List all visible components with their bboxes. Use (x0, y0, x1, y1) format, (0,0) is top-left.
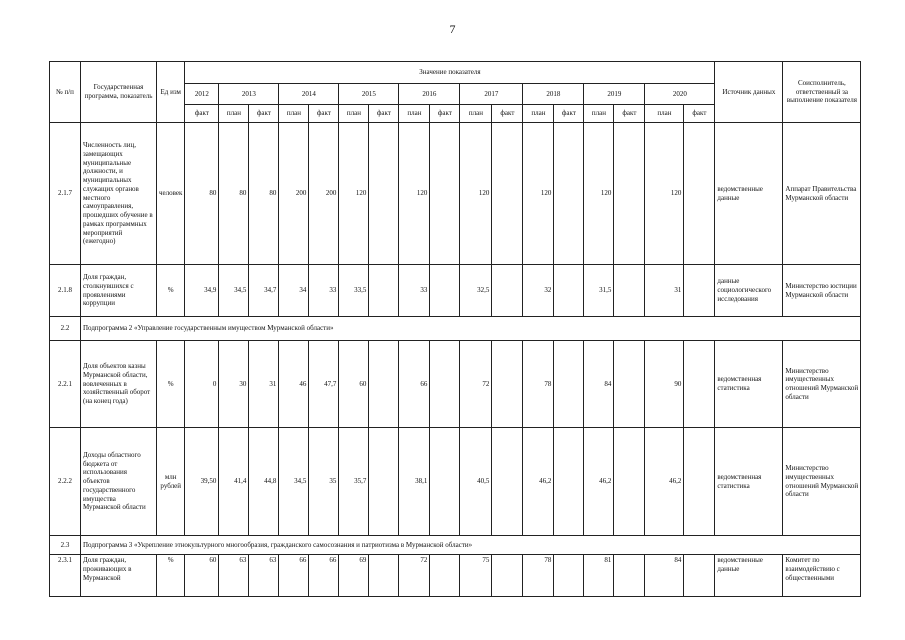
row-num: 2.1.7 (50, 123, 81, 265)
header-fact: факт (185, 105, 219, 123)
executor-cell: Министерство имущественных отношений Мурманской области (783, 341, 861, 428)
value-cell: 69 (339, 555, 369, 597)
indicator-name: Доля граждан, столкнувшихся с проявлениями коррупции (81, 265, 157, 317)
value-cell: 72 (460, 341, 492, 428)
value-cell: 60 (339, 341, 369, 428)
value-cell: 80 (219, 123, 249, 265)
value-cell: 38,1 (399, 428, 430, 536)
header-value-title: Значение показателя (185, 62, 715, 84)
value-cell: 120 (645, 123, 684, 265)
row-num: 2.2.1 (50, 341, 81, 428)
year-2014: 2014 (279, 84, 339, 105)
value-cell: 35,7 (339, 428, 369, 536)
row-num: 2.2.2 (50, 428, 81, 536)
section-num: 2.2 (50, 317, 81, 341)
year-2012: 2012 (185, 84, 219, 105)
value-cell: 84 (645, 555, 684, 597)
value-cell (684, 123, 715, 265)
value-cell: 33 (309, 265, 339, 317)
value-cell: 80 (185, 123, 219, 265)
value-cell: 80 (249, 123, 279, 265)
value-cell: 33,5 (339, 265, 369, 317)
value-cell: 200 (279, 123, 309, 265)
year-2015: 2015 (339, 84, 399, 105)
executor-cell: Комитет по взаимодействию с общественными (783, 555, 861, 597)
value-cell: 41,4 (219, 428, 249, 536)
value-cell (684, 265, 715, 317)
value-cell: 44,8 (249, 428, 279, 536)
header-fact: факт (309, 105, 339, 123)
value-cell (369, 555, 399, 597)
value-cell: 46,2 (584, 428, 614, 536)
section-title: Подпрограмма 3 «Укрепление этнокультурного многообразия, гражданского самосознания и патриотизма в Мурманской области» (81, 536, 861, 555)
header-fact: факт (554, 105, 584, 123)
value-cell (684, 341, 715, 428)
value-cell (614, 428, 645, 536)
value-cell (614, 265, 645, 317)
header-executor: Соисполнитель, ответственный за выполнение показателя (783, 62, 861, 123)
value-cell (430, 555, 460, 597)
row-num: 2.1.8 (50, 265, 81, 317)
header-plan: план (219, 105, 249, 123)
value-cell: 120 (339, 123, 369, 265)
value-cell: 34,7 (249, 265, 279, 317)
year-2016: 2016 (399, 84, 460, 105)
unit-cell: % (157, 265, 185, 317)
value-cell: 78 (523, 341, 554, 428)
value-cell (614, 341, 645, 428)
value-cell (369, 265, 399, 317)
value-cell: 47,7 (309, 341, 339, 428)
value-cell: 200 (309, 123, 339, 265)
indicators-table (49, 61, 861, 597)
value-cell (369, 341, 399, 428)
header-fact: факт (492, 105, 523, 123)
table-row (50, 555, 861, 597)
value-cell: 75 (460, 555, 492, 597)
unit-cell: % (157, 341, 185, 428)
indicator-name: Численность лиц, замещающих муниципальные должности, и муниципальных служащих органов местного самоуправления, прошедших обучение в рамках программных мероприятий (ежегодно) (81, 123, 157, 265)
value-cell (684, 555, 715, 597)
value-cell (492, 265, 523, 317)
value-cell (554, 265, 584, 317)
value-cell: 34,5 (279, 428, 309, 536)
year-2013: 2013 (219, 84, 279, 105)
source-cell: ведомственные данные (715, 123, 783, 265)
executor-cell: Аппарат Правительства Мурманской области (783, 123, 861, 265)
source-cell: ведомственная статистика (715, 428, 783, 536)
value-cell (492, 341, 523, 428)
value-cell: 31 (249, 341, 279, 428)
value-cell (430, 428, 460, 536)
value-cell: 0 (185, 341, 219, 428)
header-plan: план (339, 105, 369, 123)
header-plan: план (399, 105, 430, 123)
header-plan: план (645, 105, 684, 123)
value-cell (554, 341, 584, 428)
value-cell: 66 (279, 555, 309, 597)
indicator-name: Доходы областного бюджета от использования объектов государственного имущества Мурманской области (81, 428, 157, 536)
value-cell: 34,5 (219, 265, 249, 317)
row-num: 2.3.1 (50, 555, 81, 597)
page-number: 7 (449, 22, 456, 36)
value-cell: 78 (523, 555, 554, 597)
unit-cell: человек (157, 123, 185, 265)
value-cell: 46,2 (523, 428, 554, 536)
table-row (50, 428, 861, 536)
value-cell (614, 555, 645, 597)
section-num: 2.3 (50, 536, 81, 555)
header-fact: факт (249, 105, 279, 123)
value-cell: 30 (219, 341, 249, 428)
value-cell: 81 (584, 555, 614, 597)
value-cell (492, 123, 523, 265)
value-cell (369, 428, 399, 536)
value-cell: 120 (399, 123, 430, 265)
value-cell: 120 (523, 123, 554, 265)
unit-cell: млн рублей (157, 428, 185, 536)
source-cell: ведомственная статистика (715, 341, 783, 428)
header-plan: план (279, 105, 309, 123)
source-cell: ведомственные данные (715, 555, 783, 597)
value-cell (614, 123, 645, 265)
value-cell (554, 428, 584, 536)
section-row (50, 317, 861, 341)
year-2018: 2018 (523, 84, 584, 105)
header-unit: Ед изм (157, 62, 185, 123)
table-row (50, 265, 861, 317)
value-cell: 40,5 (460, 428, 492, 536)
header-fact: факт (684, 105, 715, 123)
value-cell: 90 (645, 341, 684, 428)
value-cell: 120 (460, 123, 492, 265)
value-cell: 35 (309, 428, 339, 536)
value-cell (430, 265, 460, 317)
value-cell: 63 (249, 555, 279, 597)
value-cell: 31 (645, 265, 684, 317)
value-cell: 120 (584, 123, 614, 265)
value-cell: 31,5 (584, 265, 614, 317)
value-cell (684, 428, 715, 536)
value-cell (430, 341, 460, 428)
value-cell: 46 (279, 341, 309, 428)
value-cell (492, 428, 523, 536)
header-fact: факт (614, 105, 645, 123)
header-fact: факт (369, 105, 399, 123)
executor-cell: Министерство имущественных отношений Мурманской области (783, 428, 861, 536)
executor-cell: Министерство юстиции Мурманской области (783, 265, 861, 317)
value-cell: 32 (523, 265, 554, 317)
header-plan: план (460, 105, 492, 123)
value-cell (554, 555, 584, 597)
value-cell: 84 (584, 341, 614, 428)
value-cell: 60 (185, 555, 219, 597)
unit-cell: % (157, 555, 185, 597)
section-title: Подпрограмма 2 «Управление государственным имуществом Мурманской области» (81, 317, 861, 341)
value-cell: 34 (279, 265, 309, 317)
value-cell (554, 123, 584, 265)
value-cell: 66 (309, 555, 339, 597)
header-plan: план (523, 105, 554, 123)
section-row (50, 536, 861, 555)
value-cell: 39,50 (185, 428, 219, 536)
header-num: № п/п (50, 62, 81, 123)
value-cell: 72 (399, 555, 430, 597)
value-cell (430, 123, 460, 265)
year-2017: 2017 (460, 84, 523, 105)
value-cell: 33 (399, 265, 430, 317)
table-row (50, 123, 861, 265)
value-cell (369, 123, 399, 265)
header-source: Источник данных (715, 62, 783, 123)
value-cell: 63 (219, 555, 249, 597)
value-cell: 34,9 (185, 265, 219, 317)
table-row (50, 341, 861, 428)
header-program: Государственная программа, показатель (81, 62, 157, 123)
header-plan: план (584, 105, 614, 123)
indicator-name: Доля граждан, проживающих в Мурманской (81, 555, 157, 597)
year-2019: 2019 (584, 84, 645, 105)
indicator-name: Доля объектов казны Мурманской области, вовлеченных в хозяйственный оборот (на конец года) (81, 341, 157, 428)
header-fact: факт (430, 105, 460, 123)
value-cell (492, 555, 523, 597)
value-cell: 46,2 (645, 428, 684, 536)
year-2020: 2020 (645, 84, 715, 105)
source-cell: данные социологического исследования (715, 265, 783, 317)
value-cell: 32,5 (460, 265, 492, 317)
value-cell: 66 (399, 341, 430, 428)
